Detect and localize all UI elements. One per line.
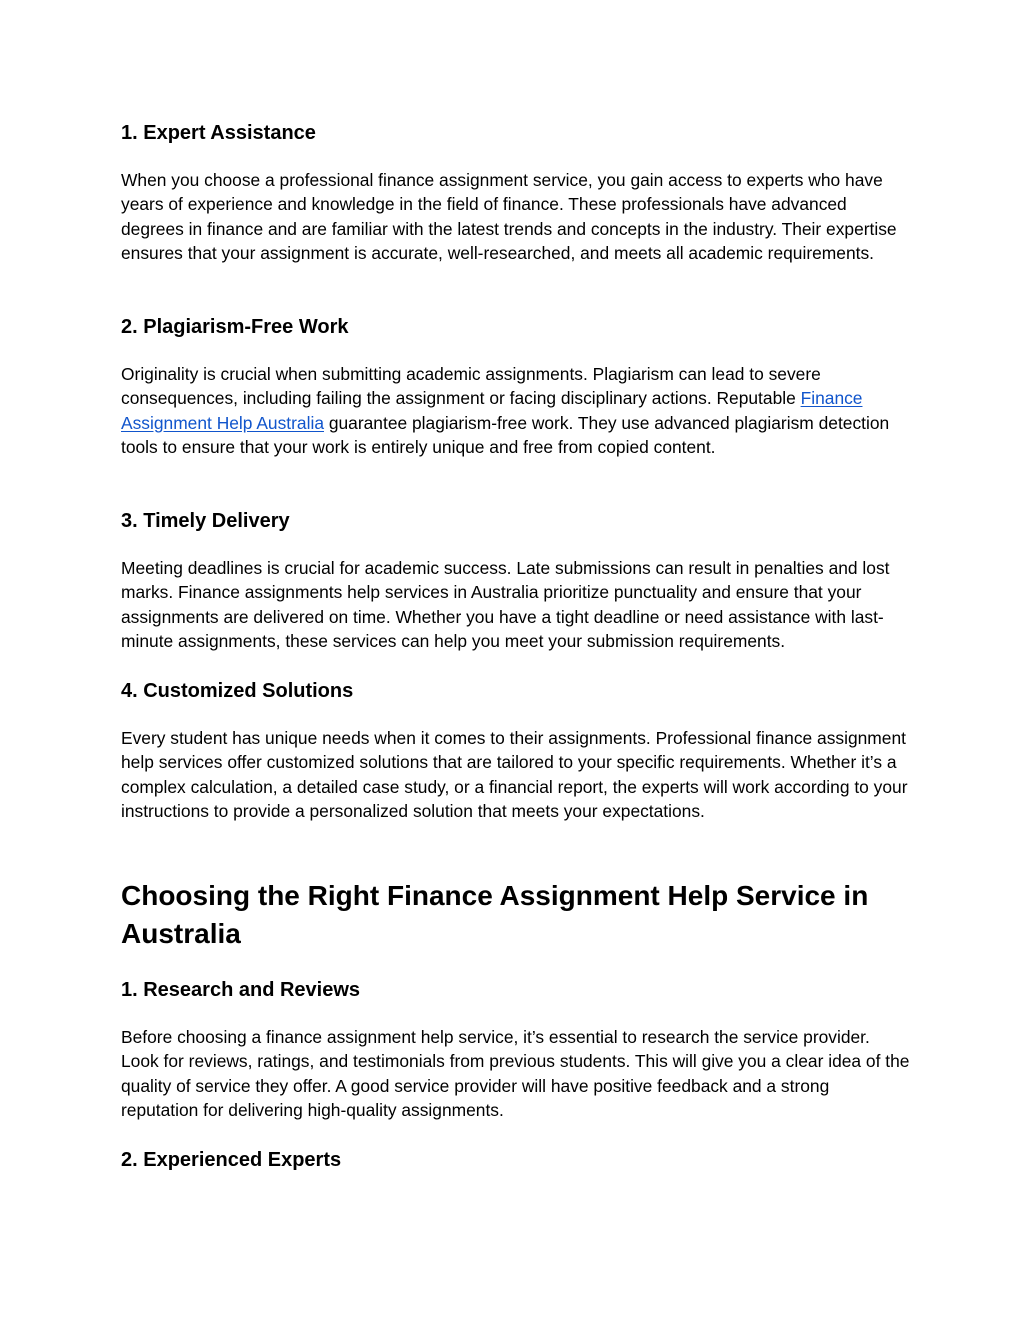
finance-assignment-help-link[interactable]: Finance Assignment Help Australia (121, 388, 863, 433)
body-text-before-link: Originality is crucial when submitting academic assignments. Plagiarism can lead to severe consequences, including failing the assignment or facing disciplinary actions. Reputable (121, 364, 821, 409)
section-heading-customized-solutions: 4. Customized Solutions (121, 680, 354, 702)
main-heading: Choosing the Right Finance Assignment Help Service in Australia (121, 880, 869, 949)
section-body-expert-assistance: When you choose a professional finance assignment service, you gain access to experts who have years of experience and knowledge in the field of finance. These professionals have advanced degrees in finance and are familiar with the latest trends and concepts in the industry. Their expertise ensures that your assignment is accurate, well-researched, and meets all academic requirements. (121, 170, 897, 264)
subsection-heading-experienced-experts: 2. Experienced Experts (121, 1149, 342, 1171)
section-body-timely-delivery: Meeting deadlines is crucial for academic success. Late submissions can result in penalties and lost marks. Finance assignments help services in Australia prioritize punctuality and ensure that your assignments are delivered on time. Whether you have a tight deadline or need assistance with last-minute assignments, these services can help you meet your submission requirements. (121, 558, 890, 652)
subsection-body-research-reviews: Before choosing a finance assignment help service, it’s essential to research the service provider. Look for reviews, ratings, and testimonials from previous students. This will give you a clear idea of the quality of service they offer. A good service provider will have positive feedback and a strong reputation for delivering high-quality assignments. (121, 1027, 910, 1121)
section-heading-plagiarism-free: 2. Plagiarism-Free Work (121, 316, 349, 338)
body-text-after-link: guarantee plagiarism-free work. They use advanced plagiarism detection tools to ensure that your work is entirely unique and free from copied content. (121, 412, 890, 458)
subsection-heading-research-reviews: 1. Research and Reviews (121, 979, 361, 1001)
section-heading-expert-assistance: 1. Expert Assistance (121, 122, 316, 144)
section-heading-timely-delivery: 3. Timely Delivery (121, 510, 290, 532)
section-body-plagiarism-free (121, 362, 911, 460)
section-body-customized-solutions: Every student has unique needs when it comes to their assignments. Professional finance assignment help services offer customized solutions that are tailored to your specific requirements. Whether it’s a complex calculation, a detailed case study, or a financial report, the experts will work according to your instructions to provide a personalized solution that meets your expectations. (121, 728, 908, 822)
